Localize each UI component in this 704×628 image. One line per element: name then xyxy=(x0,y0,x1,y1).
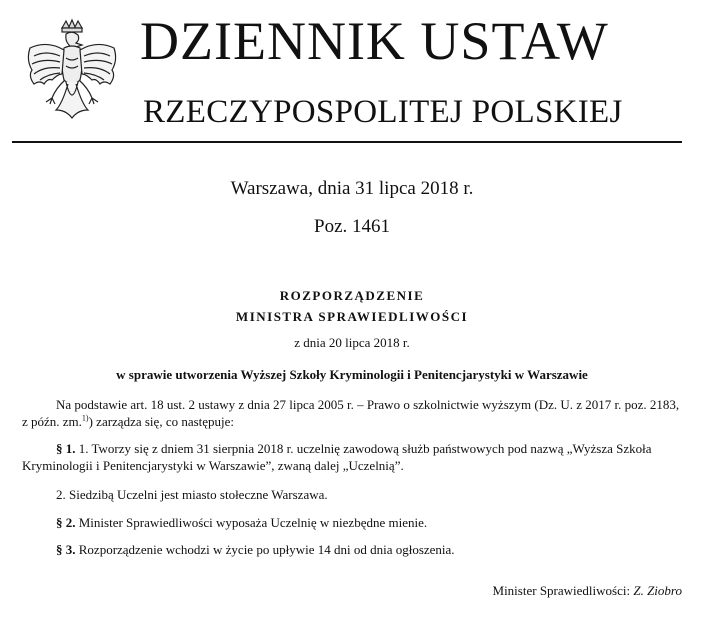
section-3-text: Rozporządzenie wchodzi w życie po upływie 14 dni od dnia ogłoszenia. xyxy=(75,542,455,557)
polish-eagle-emblem-icon xyxy=(22,18,122,130)
section-3-mark: § 3. xyxy=(56,542,76,557)
journal-subtitle: RZECZYPOSPOLITEJ POLSKIEJ xyxy=(143,94,623,130)
section-2-paragraph xyxy=(22,514,686,531)
legal-basis-text: Na podstawie art. 18 ust. 2 ustawy z dnia 27 lipca 2005 r. – Prawo o szkolnictwie wyższym (Dz. U. z 2017 r. poz. 2183, z późn. zm. xyxy=(22,397,680,429)
act-type: ROZPORZĄDZENIE xyxy=(279,288,425,303)
header-divider xyxy=(12,141,682,143)
journal-title: DZIENNIK USTAW xyxy=(140,11,609,71)
signature-role: Minister Sprawiedliwości: xyxy=(492,583,634,598)
publication-dateline: Warszawa, dnia 31 lipca 2018 r. xyxy=(230,178,474,199)
position-number: Poz. 1461 xyxy=(314,216,390,237)
legal-basis-paragraph xyxy=(22,396,686,430)
act-issuer: MINISTRA SPRAWIEDLIWOŚCI xyxy=(235,309,469,324)
legal-basis-tail: ) zarządza się, co następuje: xyxy=(88,414,235,429)
section-1-mark: § 1. xyxy=(56,441,76,456)
section-2-text: Minister Sprawiedliwości wyposaża Uczelnię w niezbędne mienie. xyxy=(75,515,428,530)
section-1-paragraph xyxy=(22,440,686,474)
signature-name: Z. Ziobro xyxy=(633,583,682,598)
signature-line xyxy=(493,583,682,599)
act-date: z dnia 20 lipca 2018 r. xyxy=(294,335,410,350)
footnote-ref: 1) xyxy=(81,413,89,423)
section-1-text: 1. Tworzy się z dniem 31 sierpnia 2018 r. uczelnię zawodową służb państwowych pod nazwą „Wyższa Szkoła Kryminologii i Penitencjarystyki w Warszawie”, zwaną dalej „Uczelnią”. xyxy=(22,441,652,473)
act-subject: w sprawie utworzenia Wyższej Szkoły Kryminologii i Penitencjarystyki w Warszawie xyxy=(116,367,588,382)
section-1-point-2: 2. Siedzibą Uczelni jest miasto stołeczne Warszawa. xyxy=(56,487,328,502)
section-2-mark: § 2. xyxy=(56,515,76,530)
section-3-paragraph xyxy=(22,541,686,558)
